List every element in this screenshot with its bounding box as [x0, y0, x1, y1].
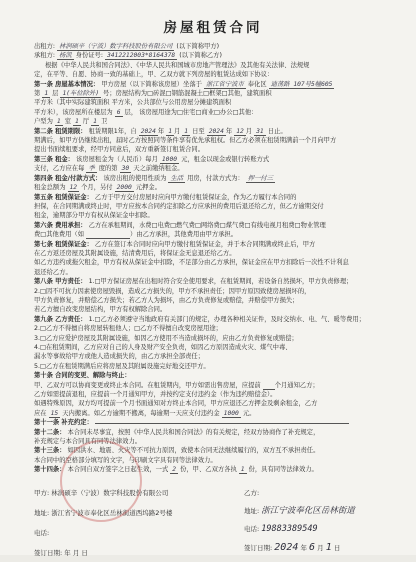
article-1-line-3: 平方米（其中实际建筑面积 平方米，公共部位与公用房屋分摊建筑面积 — [34, 99, 232, 107]
lessor-name: 林润硕辛（宁波）数字科技股份有限公司 — [59, 43, 173, 50]
supplement-line: 第十一条 补充约定： — [34, 418, 392, 427]
lessee-date-year: 2024 — [274, 541, 299, 553]
article-12-line-2: 本合同中的空格部分填写的文字，与印刷文字具有同等法律效力。 — [34, 456, 217, 464]
page-title: 房屋租赁合同 — [163, 20, 263, 36]
company-seal-stamp — [60, 440, 142, 522]
signature-party-row: 甲方: 林润硕辛（宁波）数字科技股份有限公司 乙方: — [34, 488, 260, 497]
lessee-name: 杨凯 — [59, 52, 72, 60]
lessee-date-month: 6 — [309, 541, 316, 553]
article-8-line-2: 2.□因不可抗力因素使房屋毁损，造成乙方损失的，甲方不承担责任；因甲方原因致使房屋损坏的， — [34, 287, 311, 295]
article-13-line-1: 第十四条： 本合同自双方签字之日起生效，一式 2 份，甲、乙双方各执 1 份，具有同等法律效力。 — [34, 466, 318, 474]
article-9-line-2: 2.□乙方不得擅自将房屋转租他人；□乙方不得擅自改变房屋用途； — [34, 325, 222, 333]
article-9-line-6: 5.□乙方在租赁期满后应将房屋及其附属设施完好地交还甲方。 — [34, 362, 210, 370]
signature-address-row: 地址: 浙江省宁波市奉化区岳林街道西坞路2号楼 地址: 浙江宁波奉化区岳林街道 — [34, 505, 355, 517]
article-9-line-3: 3.□乙方应爱护房屋及其附属设施，如因乙方使用不当造成损坏的，应由乙方负责修复或赔偿； — [34, 334, 298, 342]
signature-date-row: 签订日期: 年 月 日 签订日期: 2024 年 6 月 1 日 — [34, 541, 341, 557]
article-7-line-1: 第七条 租赁保证金： 乙方在签订本合同时应向甲方缴付租赁保证金，并于本合同期满或终止后，甲方 — [34, 240, 316, 248]
lessee-address-handwritten: 浙江宁波奉化区岳林街道 — [261, 505, 355, 516]
preamble-1: 根据《中华人民共和国合同法》、《中华人民共和国城市房地产管理法》及其他有关法律、法规规 — [45, 61, 310, 69]
article-2-line-3: 提出书面续租要求，经甲方同意后，双方重新签订租赁合同。 — [34, 146, 205, 154]
article-2-line-1: 第二条 租赁期限： 租赁期限1年，自 2024 年 1 月 1 日至 2024 年 12 月 31 日止。 — [34, 127, 287, 135]
article-11-line-1: 第十二条： 本合同未尽事宜，按照《中华人民共和国合同法》的有关规定，经双方协商作了补充规定， — [34, 428, 320, 436]
article-8-line-4: 若乙方擅自改变房屋结构，甲方有权解除合同。 — [34, 306, 167, 314]
article-10-line-1: 第十条 合同的变更、解除与终止： — [34, 372, 131, 380]
article-8-line-3: 甲方负责修复，并赔偿乙方损失；若乙方人为损坏，由乙方负责修复或赔偿，并赔偿甲方损失； — [34, 296, 299, 304]
article-1-line-5: 户型为 1 室 1 厅 1 卫 — [34, 118, 108, 126]
article-3-line-1: 第三条 租金： 该房屋租金为（人民币）每月 1000 元，租金以现金或银行转账方式 — [34, 155, 270, 163]
lessor-signature-name: 林润硕辛（宁波）数字科技股份有限公司 — [51, 488, 169, 497]
article-5-line-3: 租金，逾期部分甲方有权从保证金中扣除。 — [34, 212, 154, 220]
article-8-line-1: 第八条 甲方责任： 1.□甲方保证房屋在出租时符合安全使用要求，在租赁期间，若设备自然损坏，甲方负责修理； — [34, 278, 353, 286]
lessee-line: 承租方: 杨凯 身份证号: 3412212003*8164378 (以下简称乙方) — [34, 52, 222, 60]
article-10-line-5: 应在 15 天内搬离。如乙方逾期不搬离，每逾期一天应支付违约金 1000 元。 — [34, 409, 256, 417]
article-9-line-1: 第九条 乙方责任： 1.□乙方必须遵守当地政府有关部门的规定，办理各种相关证件，及时交纳水、电、气、暖等费用； — [34, 315, 366, 323]
lessee-date-day: 1 — [325, 541, 332, 553]
article-1-line-4: 平方米），该房屋所在楼层为 6 层， 该房屋用途为□住宅□商业□办公□其他： — [34, 108, 258, 116]
article-9-line-4: 4.□在租赁期间，乙方应对自己的人身及财产安全负责，如因乙方原因造成火灾、煤气中毒、 — [34, 344, 292, 351]
article-1-line-2: 第 1 层 1(车位除外) 号；房屋结构为□砖混□钢筋混凝土□框架□其他，建筑面积 — [34, 90, 272, 98]
article-5-line-1: 第五条 租赁保证金： 乙方于甲方交付房屋时应向甲方缴付租赁保证金，作为乙方履行本合同的 — [34, 193, 297, 201]
article-12-line-1: 第十三条： 如因洪水、地震、火灾等不可抗力原因，致使本合同无法继续履行的，双方互不承担责任。 — [34, 447, 320, 455]
article-7-line-3: 如乙方违约或拖欠租金，甲方有权从保证金中扣除，不足部分由乙方承担，保证金应在甲方扣除后一次性不计利息 — [34, 259, 349, 267]
article-11-line-2: 补充规定与本合同具有同等法律效力。 — [34, 438, 142, 446]
article-9-line-5: 漏水等事故给甲方或他人造成损失的，由乙方承担全部责任； — [34, 353, 205, 361]
signature-phone-row: 电话: 电话: 19883389549 — [34, 523, 318, 537]
article-10-line-3: 乙方如需提前退租，应提前一个月通知甲方，并按约定支付违约金（作为违约赔偿金）。 — [34, 391, 277, 399]
article-3-line-2: 支付，乙方应在每 季 度的第 30 天之前缴纳租金。 — [34, 165, 184, 173]
lessee-id-number: 3412212003*8164378 — [106, 52, 176, 60]
article-4-line-2: 租金总额为 12 个月，另付 2000 元押金。 — [34, 184, 161, 192]
article-10-line-2: 甲、乙双方可以协商变更或终止本合同。在租赁期内，甲方如需出售房屋，应提前 个月通知乙方； — [34, 381, 319, 389]
article-10-line-4: 如遇特殊原因，双方均可提前一个月书面通知对方终止本合同，甲方应退还乙方押金及剩余租金，乙方 — [34, 400, 318, 408]
lessor-line: 出租方: 林润硕辛（宁波）数字科技股份有限公司 (以下简称甲方) — [34, 43, 220, 50]
article-5-line-2: 担保，在合同期满或终止时，甲方应按本合同约定扣除乙方应承担的费用后退还给乙方，但乙方逾期交付 — [34, 202, 324, 210]
article-6-line-2: 费□其他费用（如 ）由乙方承担，其他费用由甲方承担。 — [34, 231, 238, 239]
article-1-line-1: 第一条 房屋基本情况： 甲方房屋（以下简称该房屋）坐落于 浙江省宁波市 奉化区 迪荡路 107号5幢605 — [34, 80, 333, 88]
article-2-line-2: 期满后，如甲方仍继续出租，届时乙方按照同等条件享有优先承租权。但乙方必须在租赁期满前一个月向甲方 — [34, 137, 337, 145]
lessee-phone-handwritten: 19883389549 — [261, 523, 318, 534]
article-6-line-1: 第六条 费用承担： 乙方在承租期间，水费□电费□燃气费□网络费□煤气费□有线电视月租费□物业管理 — [34, 221, 326, 229]
article-7-line-2: 在乙方返还房屋及其附属设施，结清费用后，将保证金无息退还给乙方。 — [34, 249, 236, 257]
address-handwritten: 迪荡路 107号5幢605 — [270, 80, 333, 88]
preamble-2: 定，在平等、自愿、协商一致的基础上，甲、乙双方就下列房屋的租赁达成如下协议： — [34, 71, 274, 79]
article-4-line-1: 第四条 租金/付款方式： 该房出租的使用性质为 生活 用房，付款方式为： 押一付三 — [34, 174, 273, 182]
lessor-address: 浙江省宁波市奉化区岳林街道西坞路2号楼 — [51, 508, 173, 517]
article-7-line-4: 退还给乙方。 — [34, 268, 72, 276]
